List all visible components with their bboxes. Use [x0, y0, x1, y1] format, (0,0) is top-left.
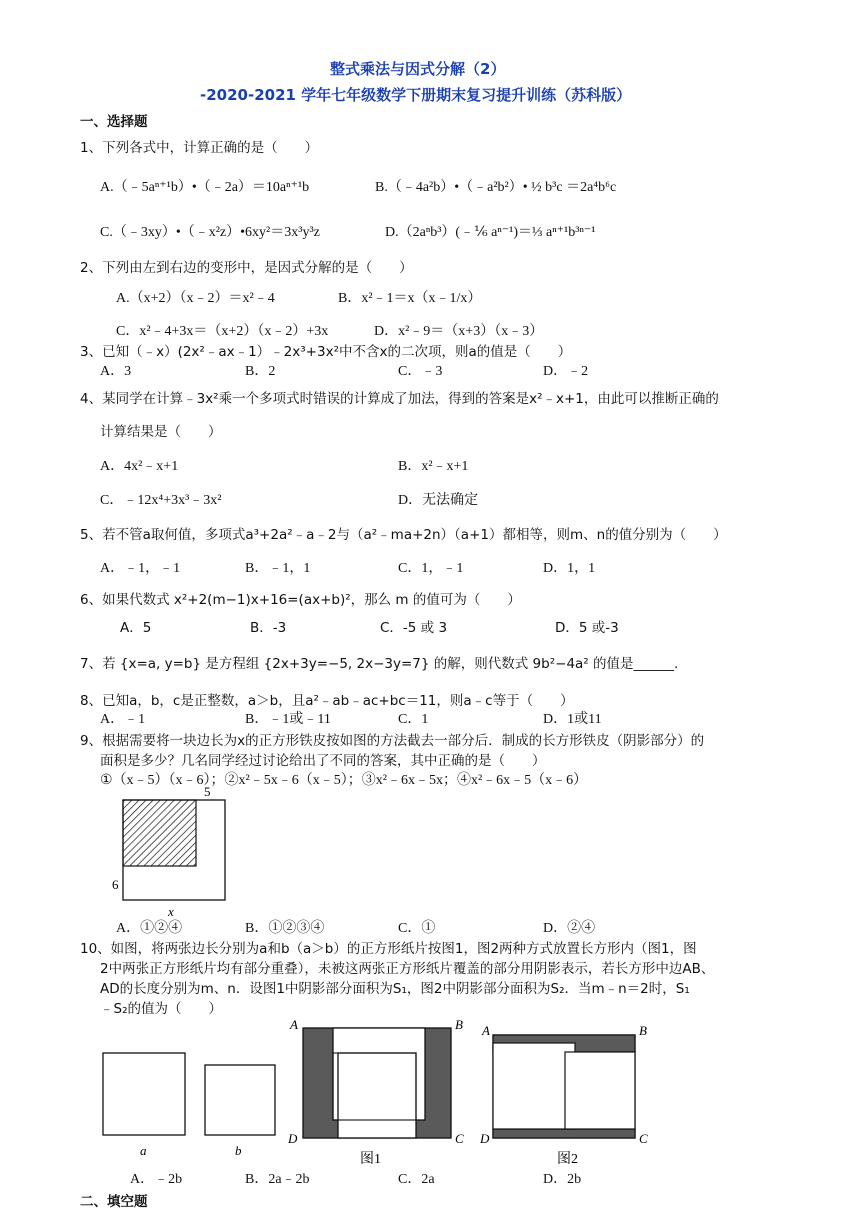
q4-option-b: B．x²﹣x+1	[398, 459, 469, 474]
q9-option-b: B．①②③④	[245, 921, 325, 936]
fig1-label-d: D	[288, 1131, 298, 1146]
q6-option-c: C．-5 或 3	[380, 620, 448, 636]
section-heading-fill: 二、填空题	[80, 1194, 148, 1210]
q9-option-d: D．②④	[543, 921, 596, 936]
q8-option-a: A．﹣1	[100, 712, 146, 727]
page-title: 整式乘法与因式分解（2）	[330, 60, 506, 78]
q8-option-d: D．1或11	[543, 712, 602, 727]
q1-option-b: B.（﹣4a²b）•（﹣a²b²）• ½ b³c ＝2a⁴b⁶c	[375, 180, 617, 195]
q2-option-b: B．x²﹣1＝x（x﹣1/x）	[338, 291, 482, 306]
q4-option-d: D．无法确定	[398, 493, 479, 508]
q6-option-d: D．5 或-3	[555, 620, 619, 636]
q3-option-a: A．3	[100, 364, 132, 379]
q3-option-b: B．2	[245, 364, 276, 379]
fig2-label-c: C	[639, 1131, 648, 1146]
q3-option-d: D．﹣2	[543, 364, 589, 379]
q3-option-c: C．﹣3	[398, 364, 443, 379]
question-4-stem-line1: 4、某同学在计算﹣3x²乘一个多项式时错误的计算成了加法，得到的答案是x²﹣x+1，由此可以推断正确的	[80, 391, 719, 407]
q10-label-b: b	[235, 1143, 242, 1158]
question-10-stem-line4: ﹣S₂的值为（ ）	[100, 1001, 222, 1017]
q10-figure-1	[287, 1017, 464, 1167]
q1-option-d: D.（2aⁿb³）(﹣⅙ aⁿ⁻¹)＝⅓ aⁿ⁺¹b³ⁿ⁻¹	[385, 225, 596, 240]
fig1-caption: 图1	[360, 1152, 381, 1167]
question-1-stem: 1、下列各式中，计算正确的是（ ）	[80, 140, 319, 156]
q6-option-b: B．-3	[250, 620, 287, 636]
q4-option-c: C．﹣12x⁴+3x³﹣3x²	[100, 493, 222, 508]
q9-label-left: 6	[112, 877, 119, 892]
question-3-stem: 3、已知（﹣x）(2x²﹣ax﹣1）﹣2x³+3x²中不含x的二次项，则a的值是（ ）	[80, 344, 572, 360]
q8-option-b: B．﹣1或﹣11	[245, 712, 331, 727]
q10-option-c: C．2a	[398, 1172, 435, 1187]
question-5-stem: 5、若不管a取何值，多项式a³+2a²﹣a﹣2与（a²﹣ma+2n）（a+1）都相等，则m、n的值分别为（ ）	[80, 527, 727, 543]
q4-option-a: A．4x²﹣x+1	[100, 459, 179, 474]
q6-option-a: A．5	[120, 620, 152, 636]
fig1-label-a: A	[290, 1017, 298, 1032]
q1-option-c: C.（﹣3xy）•（﹣x²z）•6xy²＝3x³y³z	[100, 225, 320, 240]
question-7-stem: 7、若 {x=a, y=b} 是方程组 {2x+3y=−5, 2x−3y=7} 的解，则代数式 9b²−4a² 的值是______.	[80, 656, 679, 672]
question-9-answers: ①（x﹣5）（x﹣6）；②x²﹣5x﹣6（x﹣5）；③x²﹣6x﹣5x；④x²﹣6x﹣5（x﹣6）	[100, 773, 588, 788]
fig1-label-c: C	[455, 1131, 464, 1146]
fig2-label-b: B	[639, 1023, 647, 1038]
fig2-label-a: A	[482, 1023, 490, 1038]
question-4-stem-line2: 计算结果是（ ）	[100, 424, 222, 440]
q9-option-a: A．①②④	[116, 921, 183, 936]
question-2-stem: 2、下列由左到右边的变形中，是因式分解的是（ ）	[80, 260, 413, 276]
q10-option-b: B．2a﹣2b	[245, 1172, 310, 1187]
q10-option-d: D．2b	[543, 1172, 582, 1187]
question-6-stem: 6、如果代数式 x²+2(m−1)x+16=(ax+b)²，那么 m 的值可为（ ）	[80, 592, 521, 608]
q5-option-c: C．1，﹣1	[398, 561, 464, 576]
q9-option-c: C．①	[398, 921, 436, 936]
q1-option-a: A.（﹣5aⁿ⁺¹b）•（﹣2a）＝10aⁿ⁺¹b	[100, 180, 310, 195]
q8-option-c: C．1	[398, 712, 429, 727]
q9-label-top: 5	[204, 784, 211, 799]
q10-label-a: a	[140, 1143, 147, 1158]
question-10-stem-line2: 2中两张正方形纸片均有部分重叠），未被这两张正方形纸片覆盖的部分用阴影表示，若长方形中边AB、	[100, 961, 715, 977]
question-10-stem-line1: 10、如图，将两张边长分别为a和b（a＞b）的正方形纸片按图1，图2两种方式放置长方形内（图1，图	[80, 941, 697, 957]
q10-option-a: A．﹣2b	[130, 1172, 183, 1187]
q10-square-a	[103, 1053, 185, 1135]
q9-figure	[100, 782, 240, 920]
question-9-stem-line1: 9、根据需要将一块边长为x的正方形铁皮按如图的方法截去一部分后．制成的长方形铁皮（阴影部分）的	[80, 733, 705, 749]
question-9-stem-line2: 面积是多少？几名同学经过讨论给出了不同的答案，其中正确的是（ ）	[100, 753, 546, 769]
q9-shaded-rectangle	[123, 800, 196, 866]
fig2-label-d: D	[480, 1131, 490, 1146]
fig2-caption: 图2	[557, 1152, 578, 1167]
question-8-stem: 8、已知a，b，c是正整数，a＞b，且a²﹣ab﹣ac+bc＝11，则a﹣c等于（ ）	[80, 693, 574, 709]
q2-option-c: C．x²﹣4+3x＝（x+2）（x﹣2）+3x	[116, 324, 329, 339]
q10-figure-2	[479, 1023, 648, 1167]
q10-square-b	[205, 1065, 275, 1135]
q9-label-bottom: x	[168, 904, 174, 919]
question-10-stem-line3: AD的长度分别为m、n．设图1中阴影部分面积为S₁，图2中阴影部分面积为S₂．当m﹣n＝2时，S₁	[100, 981, 690, 997]
fig1-label-b: B	[455, 1017, 463, 1032]
q2-option-a: A.（x+2）（x﹣2）＝x²﹣4	[116, 291, 275, 306]
q2-option-d: D．x²﹣9＝（x+3）（x﹣3）	[374, 324, 544, 339]
page-subtitle: -2020-2021 学年七年级数学下册期末复习提升训练（苏科版）	[200, 86, 632, 104]
section-heading-choice: 一、选择题	[80, 114, 148, 130]
q10-figures	[95, 1015, 665, 1175]
q5-option-a: A．﹣1，﹣1	[100, 561, 181, 576]
q5-option-b: B．﹣1，1	[245, 561, 311, 576]
q5-option-d: D．1，1	[543, 561, 596, 576]
